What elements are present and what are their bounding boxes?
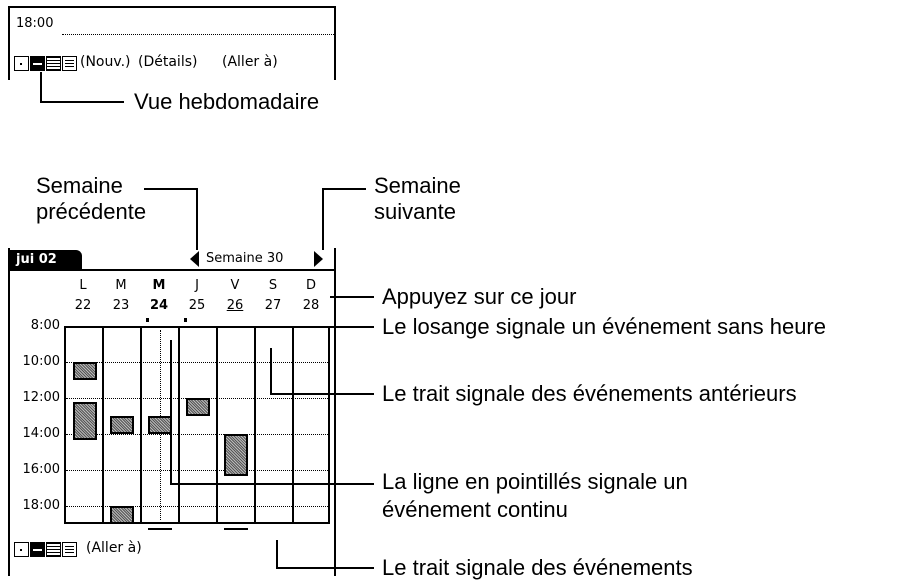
callout-line: [144, 188, 198, 190]
diamond-callout: Le losange signale un événement sans heure: [382, 314, 826, 339]
goto-button-bottom[interactable]: (Aller à): [86, 540, 142, 556]
callout-line: [270, 348, 272, 394]
event-block[interactable]: [148, 416, 172, 434]
month-tab[interactable]: [10, 250, 82, 270]
dotted-line-callout-line1: La ligne en pointillés signale un: [382, 469, 688, 494]
tap-day-callout: Appuyez sur ce jour: [382, 284, 577, 309]
day-view-button[interactable]: [14, 542, 29, 557]
day-number[interactable]: 26: [226, 298, 244, 313]
callout-line: [40, 101, 124, 103]
agenda-view-icon: [65, 546, 74, 547]
right-triangle-icon[interactable]: [314, 251, 324, 267]
day-column-separator: [178, 326, 180, 524]
day-column-separator: [140, 326, 142, 524]
hour-gridline: [66, 434, 328, 435]
day-name[interactable]: M: [152, 278, 166, 293]
month-label: jui 02: [16, 252, 57, 267]
agenda-view-icon: [65, 60, 74, 61]
event-block[interactable]: [224, 434, 248, 476]
day-view-button[interactable]: [14, 56, 29, 71]
day-name[interactable]: M: [115, 278, 127, 293]
event-block[interactable]: [110, 506, 134, 524]
time-slot-line[interactable]: [62, 34, 334, 35]
details-button[interactable]: (Détails): [138, 54, 198, 70]
day-name[interactable]: D: [305, 278, 316, 293]
week-view-icon: [33, 63, 42, 65]
event-block[interactable]: [73, 362, 97, 380]
next-week-callout-line1: Semaine: [374, 173, 461, 198]
day-number[interactable]: 24: [149, 298, 169, 313]
week-view-button[interactable]: [30, 542, 45, 557]
day-name[interactable]: V: [230, 278, 240, 293]
day-number[interactable]: 27: [264, 298, 282, 313]
agenda-view-button[interactable]: [62, 56, 77, 71]
hour-label: 10:00: [22, 354, 60, 369]
day-number[interactable]: 25: [188, 298, 206, 313]
day-view-icon: [20, 63, 22, 65]
day-column-separator: [292, 326, 294, 524]
bar-later-callout: Le trait signale des événements: [382, 555, 693, 580]
header-rule: [10, 269, 334, 271]
callout-line: [196, 188, 198, 250]
prev-week-callout-line2: précédente: [36, 199, 147, 224]
callout-line: [170, 340, 172, 484]
untimed-event-diamond[interactable]: [184, 318, 187, 322]
week-view-callout: Vue hebdomadaire: [134, 89, 320, 114]
day-column-separator: [102, 326, 104, 524]
callout-line: [270, 393, 374, 395]
event-block[interactable]: [110, 416, 134, 434]
day-name[interactable]: S: [268, 278, 278, 293]
day-view-icon: [20, 549, 22, 551]
callout-line: [276, 540, 278, 568]
day-number[interactable]: 28: [302, 298, 320, 313]
new-button[interactable]: (Nouv.): [80, 54, 131, 70]
next-week-callout-line2: suivante: [374, 199, 456, 224]
callout-line: [322, 188, 324, 250]
callout-line: [196, 326, 374, 328]
callout-line: [276, 567, 374, 569]
bar-earlier-callout: Le trait signale des événements antérieurs: [382, 381, 797, 406]
goto-button-top[interactable]: (Aller à): [222, 54, 278, 70]
callout-line: [322, 188, 366, 190]
hour-gridline: [66, 362, 328, 363]
day-name[interactable]: L: [79, 278, 87, 293]
event-block[interactable]: [73, 402, 97, 440]
hour-label: 8:00: [30, 318, 60, 333]
dotted-line-callout-line2: événement continu: [382, 497, 568, 522]
hour-label: 12:00: [22, 390, 60, 405]
left-triangle-icon[interactable]: [190, 251, 200, 267]
hour-gridline: [66, 506, 328, 507]
untimed-event-diamond[interactable]: [146, 318, 149, 322]
day-name[interactable]: J: [195, 278, 199, 293]
later-events-bar: [148, 528, 172, 530]
hour-label: 18:00: [22, 498, 60, 513]
callout-line: [170, 483, 374, 485]
day-number[interactable]: 23: [112, 298, 130, 313]
prev-week-callout-line1: Semaine: [36, 173, 123, 198]
day-column-separator: [254, 326, 256, 524]
callout-line: [40, 72, 42, 102]
month-view-button[interactable]: [46, 542, 61, 557]
hour-label: 16:00: [22, 462, 60, 477]
time-slot-label: 18:00: [16, 16, 54, 31]
week-view-icon: [33, 549, 42, 551]
hour-label: 14:00: [22, 426, 60, 441]
week-label: Semaine 30: [206, 251, 284, 266]
week-view-button[interactable]: [30, 56, 45, 71]
day-column-separator: [216, 326, 218, 524]
hour-gridline: [66, 470, 328, 471]
callout-line: [330, 296, 374, 298]
month-view-button[interactable]: [46, 56, 61, 71]
agenda-view-button[interactable]: [62, 542, 77, 557]
event-block[interactable]: [186, 398, 210, 416]
day-number[interactable]: 22: [74, 298, 92, 313]
later-events-bar: [224, 528, 248, 530]
